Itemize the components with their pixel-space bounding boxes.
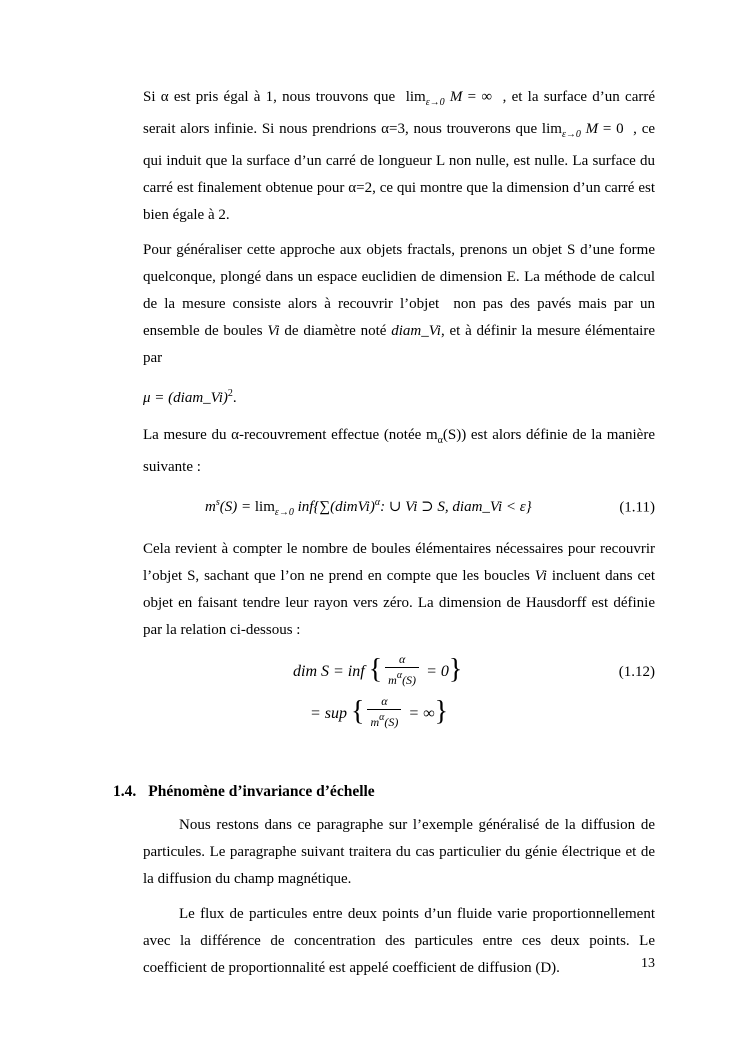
paragraph-fractal-generalization: Pour généraliser cette approche aux objets fractals, prenons un objet S d’une forme quelconque, plongé dans un espace euclidien de dimension E. La méthode de calcul de la mesure consiste alors à recouvrir l’objet non pas des pavés mais par un ensemble de boules Vi de diamètre noté diam_Vi, et à définir la mesure élémentaire par bbox=[143, 242, 656, 366]
page-number: 13 bbox=[641, 956, 655, 971]
paragraph-scale-invariance-intro: Nous restons dans ce paragraphe sur l’exemple généralisé de la diffusion de particules. Le paragraphe suivant traitera du cas particulier du génie électrique et de la diffusion du champ magnétique. bbox=[143, 817, 655, 887]
equation-1-11-body: $m^s(S) = \lim_{\varepsilon\to 0}$ inf{∑(dimVi)$^\alpha$: ∪ Vi ⊃ S, diam_Vi < ε} bbox=[205, 497, 532, 518]
equation-1-12-line2-body: = sup { $\frac{\alpha}{m^\alpha(S)}$ = ∞} bbox=[310, 694, 449, 730]
page-body bbox=[113, 84, 656, 990]
equation-1-12-label: (1.12) bbox=[618, 664, 655, 680]
equation-1-12-line2 bbox=[310, 694, 655, 734]
equation-1-11 bbox=[205, 489, 655, 526]
paragraph-measure-definition: La mesure du α-recouvrement effectue (notée $m_\alpha(S)$) est alors définie de la manière suivante : bbox=[143, 427, 655, 475]
equation-1-11-label: (1.11) bbox=[619, 499, 655, 515]
equation-1-12-line1 bbox=[293, 652, 655, 692]
section-heading-1-4 bbox=[113, 778, 655, 805]
paragraph-hausdorff-dimension: Cela revient à compter le nombre de boules élémentaires nécessaires pour recouvrir l’objet S, sachant que l’on ne prend en compte que les boucles Vi incluent dans cet objet en faisant tendre leur rayon vers zéro. La dimension de Hausdorff est définie par la relation ci-dessous : bbox=[143, 541, 655, 638]
section-number: 1.4. bbox=[113, 783, 137, 800]
equation-1-12 bbox=[143, 652, 655, 734]
section-title: Phénomène d’invariance d’échelle bbox=[148, 783, 375, 800]
paragraph-particle-flux: Le flux de particules entre deux points d’un fluide varie proportionnellement avec la différence de concentration des particules entre ces deux points. Le coefficient de proportionnalité est appelé coefficient de diffusion (D). bbox=[143, 906, 655, 976]
equation-1-12-line1-body: dim S = inf { $\frac{\alpha}{m^\alpha(S)}$ = 0} bbox=[293, 652, 463, 688]
formula-elementary-measure: μ = (diam_Vi)$^2$. bbox=[143, 388, 237, 406]
paragraph-alpha-square-dimension: Si α est pris égal à 1, nous trouvons que $\lim_{\varepsilon\to 0} M$ = ∞ , et la surface d’un carré serait alors infinie. Si nous prendrions α=3, nous trouverons que $\lim_{\varepsilon\to 0} M = 0$ , ce qui induit que la surface d’un carré de longueur L non nulle, est nulle. La surface du carré est finalement obtenue pour α=2, ce qui montre que la dimension d’un carré est bien égale à 2. bbox=[143, 89, 656, 223]
